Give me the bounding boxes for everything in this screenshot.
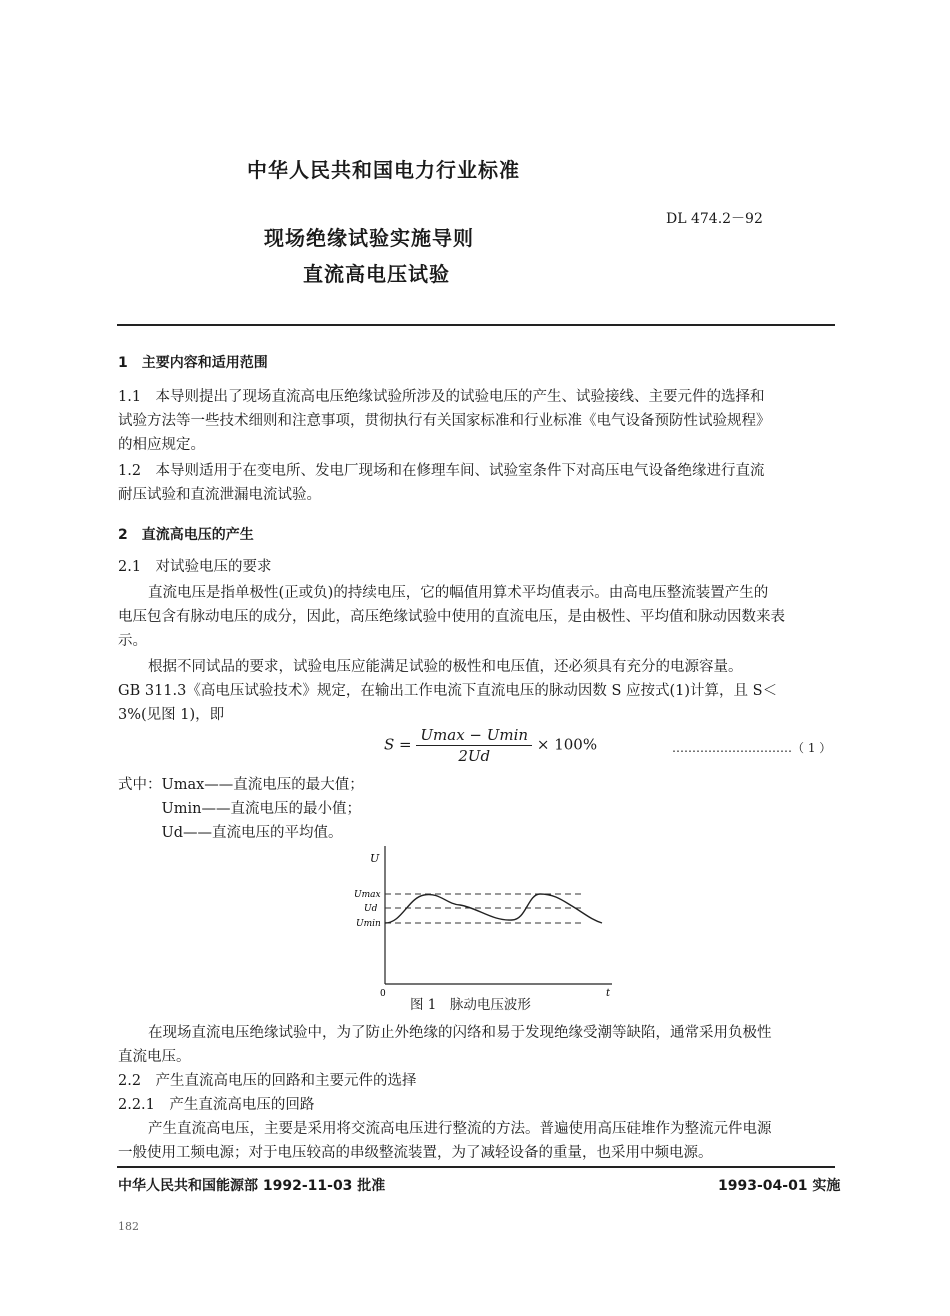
formula-denominator: 2Ud [458,747,491,765]
where-line2: Umin——直流电压的最小值； [118,801,361,817]
section-2-1-p3-line2: 直流电压。 [118,1049,191,1065]
pulsating-voltage-figure [340,844,620,996]
section-1-1-line1: 1.1 本导则提出了现场直流高电压绝缘试验所涉及的试验电压的产生、试验接线、主要元件的选择和 [118,389,765,405]
umin-label: Umin [356,919,381,929]
origin-label: 0 [380,989,386,996]
where-line1: 式中：Umax——直流电压的最大值； [118,777,364,793]
section-1-1-line2: 试验方法等一些技术细则和注意事项，贯彻执行有关国家标准和行业标准《电气设备预防性试验规程》 [118,413,771,429]
ud-label: Ud [364,904,378,914]
section-2-1-p1-line1: 直流电压是指单极性(正或负)的持续电压，它的幅值用算术平均值表示。由高电压整流装置产生的 [148,585,769,601]
effective-date: 1993-04-01 实施 [718,1178,841,1194]
section-2-2-1-line1: 产生直流高电压，主要是采用将交流高电压进行整流的方法。普遍使用高压硅堆作为整流元件电源 [148,1121,772,1137]
approval-note: 中华人民共和国能源部 1992-11-03 批准 [118,1178,386,1194]
section-1-2-line1: 1.2 本导则适用于在变电所、发电厂现场和在修理车间、试验室条件下对高压电气设备绝缘进行直流 [118,463,765,479]
section-2-2-title: 2.2 产生直流高电压的回路和主要元件的选择 [118,1073,417,1089]
section-2-1-title: 2.1 对试验电压的要求 [118,559,272,575]
section-2-1-p1-line2: 电压包含有脉动电压的成分，因此，高压绝缘试验中使用的直流电压，是由极性、平均值和脉动因数来表 [118,609,785,625]
section-2-1-p2-line2: GB 311.3《高电压试验技术》规定，在输出工作电流下直流电压的脉动因数 S 应按式(1)计算，且 S＜ [118,683,778,699]
section-2-1-p1-line3: 示。 [118,633,147,649]
section-2-2-1-title: 2.2.1 产生直流高电压的回路 [118,1097,315,1113]
umax-label: Umax [354,890,381,900]
section-2-1-p3-line1: 在现场直流电压绝缘试验中，为了防止外绝缘的闪络和易于发现绝缘受潮等缺陷，通常采用负极性 [148,1025,772,1041]
formula-rhs: × 100% [536,735,598,754]
doc-code: DL 474.2－92 [666,211,763,227]
formula-1 [384,726,597,765]
doc-title-line2: 直流高电压试验 [303,262,450,286]
header-rule [117,324,835,326]
formula-numerator: Umax − Umin [416,726,532,746]
section-2-2-1-line2: 一般使用工频电源；对于电压较高的串级整流装置，为了减轻设备的重量，也采用中频电源。 [118,1145,713,1161]
footer-rule [117,1166,835,1168]
x-axis-label: t [606,988,611,996]
formula-fraction [416,726,532,765]
page-number: 182 [118,1220,139,1233]
section-1-2-line2: 耐压试验和直流泄漏电流试验。 [118,487,321,503]
section-2-1-p2-line3: 3%(见图 1)，即 [118,707,225,723]
org-title: 中华人民共和国电力行业标准 [247,158,520,182]
section-1-heading: 1 主要内容和适用范围 [118,355,268,371]
section-2-heading: 2 直流高电压的产生 [118,527,254,543]
figure-caption: 图 1 脉动电压波形 [410,997,531,1013]
y-axis-label: U [370,852,380,865]
section-2-1-p2-line1: 根据不同试品的要求，试验电压应能满足试验的极性和电压值，还必须具有充分的电源容量。 [148,659,743,675]
formula-number: …………………………（ 1 ） [672,741,832,755]
where-line3: Ud——直流电压的平均值。 [118,825,343,841]
section-1-1-line3: 的相应规定。 [118,437,205,453]
doc-title-line1: 现场绝缘试验实施导则 [264,226,474,250]
formula-lhs: S = [384,735,417,754]
